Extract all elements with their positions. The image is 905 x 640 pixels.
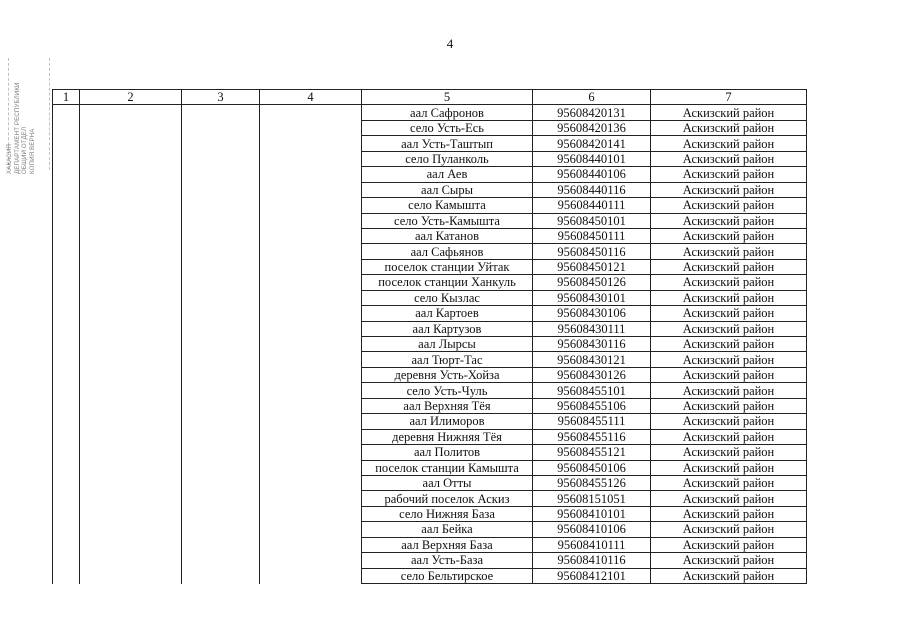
- empty-cell: [260, 491, 362, 506]
- empty-cell: [260, 506, 362, 521]
- district-cell: Аскизский район: [651, 460, 807, 475]
- empty-cell: [80, 228, 182, 243]
- empty-cell: [182, 522, 260, 537]
- empty-cell: [260, 182, 362, 197]
- empty-cell: [53, 445, 80, 460]
- empty-cell: [53, 151, 80, 166]
- district-cell: Аскизский район: [651, 414, 807, 429]
- settlement-name-cell: поселок станции Уйтак: [362, 259, 533, 274]
- settlement-name-cell: село Усть-Чуль: [362, 383, 533, 398]
- table-row: [53, 198, 807, 213]
- settlement-name-cell: аал Картоев: [362, 306, 533, 321]
- district-cell: Аскизский район: [651, 383, 807, 398]
- table-row: [53, 491, 807, 506]
- code-cell: 95608410116: [533, 553, 651, 568]
- table-row: [53, 167, 807, 182]
- table-row: [53, 522, 807, 537]
- settlement-name-cell: аал Отты: [362, 475, 533, 490]
- code-cell: 95608455126: [533, 475, 651, 490]
- empty-cell: [53, 228, 80, 243]
- district-cell: Аскизский район: [651, 151, 807, 166]
- empty-cell: [182, 228, 260, 243]
- settlement-name-cell: село Нижняя База: [362, 506, 533, 521]
- table-row: [53, 321, 807, 336]
- empty-cell: [182, 398, 260, 413]
- code-cell: 95608430106: [533, 306, 651, 321]
- empty-cell: [80, 429, 182, 444]
- settlement-name-cell: аал Усть-База: [362, 553, 533, 568]
- empty-cell: [260, 475, 362, 490]
- table-row: [53, 105, 807, 120]
- empty-cell: [260, 337, 362, 352]
- code-cell: 95608450121: [533, 259, 651, 274]
- empty-cell: [53, 120, 80, 135]
- empty-cell: [80, 306, 182, 321]
- stamp-line: КОПИЯ ВЕРНА: [28, 128, 36, 174]
- settlement-name-cell: село Камышта: [362, 198, 533, 213]
- settlement-name-cell: село Усть-Камышта: [362, 213, 533, 228]
- empty-cell: [53, 259, 80, 274]
- code-cell: 95608430111: [533, 321, 651, 336]
- table-row: [53, 414, 807, 429]
- district-cell: Аскизский район: [651, 352, 807, 367]
- empty-cell: [182, 321, 260, 336]
- district-cell: Аскизский район: [651, 275, 807, 290]
- empty-cell: [260, 167, 362, 182]
- table-row: [53, 383, 807, 398]
- empty-cell: [80, 136, 182, 151]
- empty-cell: [53, 290, 80, 305]
- empty-cell: [182, 337, 260, 352]
- empty-cell: [80, 213, 182, 228]
- empty-cell: [260, 105, 362, 120]
- empty-cell: [53, 182, 80, 197]
- settlement-name-cell: аал Аев: [362, 167, 533, 182]
- empty-cell: [80, 414, 182, 429]
- empty-cell: [182, 213, 260, 228]
- district-cell: Аскизский район: [651, 105, 807, 120]
- settlement-name-cell: аал Верхняя Тёя: [362, 398, 533, 413]
- empty-cell: [182, 105, 260, 120]
- settlement-name-cell: село Бельтирское: [362, 568, 533, 583]
- table-row: [53, 475, 807, 490]
- table-row: [53, 290, 807, 305]
- table-row: [53, 228, 807, 243]
- empty-cell: [260, 383, 362, 398]
- empty-cell: [182, 475, 260, 490]
- settlement-name-cell: деревня Нижняя Тёя: [362, 429, 533, 444]
- code-cell: 95608430116: [533, 337, 651, 352]
- empty-cell: [182, 167, 260, 182]
- district-cell: Аскизский район: [651, 429, 807, 444]
- table-body: [53, 105, 807, 584]
- code-cell: 95608455106: [533, 398, 651, 413]
- column-header-2: 2: [80, 90, 182, 105]
- settlement-name-cell: поселок станции Ханкуль: [362, 275, 533, 290]
- empty-cell: [53, 306, 80, 321]
- district-cell: Аскизский район: [651, 537, 807, 552]
- district-cell: Аскизский район: [651, 475, 807, 490]
- settlement-name-cell: аал Бейка: [362, 522, 533, 537]
- empty-cell: [80, 522, 182, 537]
- empty-cell: [260, 198, 362, 213]
- empty-cell: [80, 383, 182, 398]
- column-header-4: 4: [260, 90, 362, 105]
- empty-cell: [260, 445, 362, 460]
- empty-cell: [260, 136, 362, 151]
- empty-cell: [80, 568, 182, 583]
- table-row: [53, 151, 807, 166]
- empty-cell: [80, 120, 182, 135]
- empty-cell: [53, 136, 80, 151]
- empty-cell: [53, 506, 80, 521]
- empty-cell: [80, 337, 182, 352]
- empty-cell: [182, 275, 260, 290]
- district-cell: Аскизский район: [651, 553, 807, 568]
- empty-cell: [182, 120, 260, 135]
- table-row: [53, 259, 807, 274]
- empty-cell: [182, 491, 260, 506]
- empty-cell: [53, 537, 80, 552]
- empty-cell: [53, 367, 80, 382]
- code-cell: 95608430121: [533, 352, 651, 367]
- district-cell: Аскизский район: [651, 506, 807, 521]
- district-cell: Аскизский район: [651, 244, 807, 259]
- empty-cell: [53, 460, 80, 475]
- empty-cell: [53, 337, 80, 352]
- empty-cell: [80, 182, 182, 197]
- code-cell: 95608455101: [533, 383, 651, 398]
- district-cell: Аскизский район: [651, 198, 807, 213]
- empty-cell: [182, 414, 260, 429]
- empty-cell: [182, 198, 260, 213]
- empty-cell: [80, 259, 182, 274]
- settlement-name-cell: аал Верхняя База: [362, 537, 533, 552]
- empty-cell: [80, 275, 182, 290]
- empty-cell: [80, 475, 182, 490]
- district-cell: Аскизский район: [651, 228, 807, 243]
- code-cell: 95608440116: [533, 182, 651, 197]
- empty-cell: [182, 429, 260, 444]
- empty-cell: [260, 259, 362, 274]
- district-cell: Аскизский район: [651, 367, 807, 382]
- empty-cell: [260, 460, 362, 475]
- empty-cell: [260, 568, 362, 583]
- empty-cell: [53, 429, 80, 444]
- empty-cell: [53, 275, 80, 290]
- settlement-name-cell: аал Политов: [362, 445, 533, 460]
- table-row: [53, 367, 807, 382]
- settlement-name-cell: аал Сыры: [362, 182, 533, 197]
- empty-cell: [182, 537, 260, 552]
- empty-cell: [182, 506, 260, 521]
- table-row: [53, 445, 807, 460]
- side-stamp: [6, 56, 52, 174]
- empty-cell: [53, 198, 80, 213]
- empty-cell: [260, 120, 362, 135]
- empty-cell: [53, 491, 80, 506]
- table-row: [53, 244, 807, 259]
- empty-cell: [80, 460, 182, 475]
- district-cell: Аскизский район: [651, 213, 807, 228]
- settlement-name-cell: аал Катанов: [362, 228, 533, 243]
- empty-cell: [182, 244, 260, 259]
- code-cell: 95608440106: [533, 167, 651, 182]
- code-cell: 95608440111: [533, 198, 651, 213]
- empty-cell: [80, 321, 182, 336]
- district-cell: Аскизский район: [651, 491, 807, 506]
- district-cell: Аскизский район: [651, 321, 807, 336]
- table-row: [53, 306, 807, 321]
- settlement-name-cell: рабочий поселок Аскиз: [362, 491, 533, 506]
- settlement-name-cell: село Усть-Есь: [362, 120, 533, 135]
- empty-cell: [80, 537, 182, 552]
- district-cell: Аскизский район: [651, 167, 807, 182]
- code-cell: 95608440101: [533, 151, 651, 166]
- district-cell: Аскизский район: [651, 136, 807, 151]
- table-row: [53, 460, 807, 475]
- empty-cell: [182, 383, 260, 398]
- table-row: [53, 352, 807, 367]
- empty-cell: [260, 398, 362, 413]
- table-row: [53, 120, 807, 135]
- code-cell: 95608420141: [533, 136, 651, 151]
- empty-cell: [182, 259, 260, 274]
- empty-cell: [260, 553, 362, 568]
- district-cell: Аскизский район: [651, 337, 807, 352]
- table-row: [53, 506, 807, 521]
- page-number: 4: [446, 36, 454, 51]
- district-cell: Аскизский район: [651, 445, 807, 460]
- empty-cell: [80, 198, 182, 213]
- code-cell: 95608455116: [533, 429, 651, 444]
- stamp-text: [6, 56, 52, 174]
- code-cell: 95608450126: [533, 275, 651, 290]
- table-row: [53, 337, 807, 352]
- empty-cell: [182, 460, 260, 475]
- code-cell: 95608410111: [533, 537, 651, 552]
- settlement-name-cell: аал Лырсы: [362, 337, 533, 352]
- code-cell: 95608450111: [533, 228, 651, 243]
- code-cell: 95608450116: [533, 244, 651, 259]
- code-cell: 95608455111: [533, 414, 651, 429]
- empty-cell: [80, 553, 182, 568]
- empty-cell: [80, 506, 182, 521]
- empty-cell: [260, 306, 362, 321]
- settlement-name-cell: село Пуланколь: [362, 151, 533, 166]
- empty-cell: [260, 228, 362, 243]
- empty-cell: [260, 213, 362, 228]
- column-header-7: 7: [651, 90, 807, 105]
- empty-cell: [53, 321, 80, 336]
- stamp-line: ХАКАСИЯ: [6, 144, 13, 174]
- code-cell: 95608420136: [533, 120, 651, 135]
- column-header-3: 3: [182, 90, 260, 105]
- empty-cell: [182, 445, 260, 460]
- empty-cell: [182, 553, 260, 568]
- empty-cell: [182, 306, 260, 321]
- empty-cell: [182, 136, 260, 151]
- district-cell: Аскизский район: [651, 182, 807, 197]
- empty-cell: [80, 290, 182, 305]
- empty-cell: [260, 367, 362, 382]
- empty-cell: [260, 244, 362, 259]
- empty-cell: [182, 290, 260, 305]
- header-row: [53, 90, 807, 105]
- table-row: [53, 429, 807, 444]
- table-row: [53, 275, 807, 290]
- settlement-name-cell: аал Усть-Таштып: [362, 136, 533, 151]
- settlement-name-cell: деревня Усть-Хойза: [362, 367, 533, 382]
- empty-cell: [260, 537, 362, 552]
- code-cell: 95608412101: [533, 568, 651, 583]
- empty-cell: [53, 568, 80, 583]
- empty-cell: [182, 568, 260, 583]
- empty-cell: [260, 151, 362, 166]
- empty-cell: [80, 352, 182, 367]
- empty-cell: [80, 367, 182, 382]
- district-cell: Аскизский район: [651, 259, 807, 274]
- column-header-5: 5: [362, 90, 533, 105]
- column-header-1: 1: [53, 90, 80, 105]
- empty-cell: [260, 352, 362, 367]
- district-cell: Аскизский район: [651, 306, 807, 321]
- district-cell: Аскизский район: [651, 568, 807, 583]
- empty-cell: [53, 213, 80, 228]
- district-cell: Аскизский район: [651, 120, 807, 135]
- settlement-name-cell: аал Картузов: [362, 321, 533, 336]
- stamp-line: ОБЩИЙ ОТДЕЛ: [21, 126, 29, 174]
- empty-cell: [260, 290, 362, 305]
- empty-cell: [53, 522, 80, 537]
- code-cell: 95608430101: [533, 290, 651, 305]
- empty-cell: [80, 244, 182, 259]
- code-cell: 95608450106: [533, 460, 651, 475]
- stamp-line: ДЕПАРТАМЕНТ РЕСПУБЛИКИ: [13, 82, 21, 174]
- district-cell: Аскизский район: [651, 522, 807, 537]
- code-cell: 95608151051: [533, 491, 651, 506]
- empty-cell: [53, 553, 80, 568]
- column-header-6: 6: [533, 90, 651, 105]
- table-row: [53, 537, 807, 552]
- code-cell: 95608410106: [533, 522, 651, 537]
- empty-cell: [260, 429, 362, 444]
- empty-cell: [182, 151, 260, 166]
- empty-cell: [53, 414, 80, 429]
- empty-cell: [80, 398, 182, 413]
- settlement-name-cell: село Кызлас: [362, 290, 533, 305]
- district-cell: Аскизский район: [651, 290, 807, 305]
- empty-cell: [80, 151, 182, 166]
- code-cell: 95608430126: [533, 367, 651, 382]
- settlements-table: [52, 89, 807, 584]
- empty-cell: [53, 352, 80, 367]
- empty-cell: [182, 352, 260, 367]
- settlement-name-cell: поселок станции Камышта: [362, 460, 533, 475]
- empty-cell: [260, 321, 362, 336]
- settlement-name-cell: аал Сафронов: [362, 105, 533, 120]
- code-cell: 95608420131: [533, 105, 651, 120]
- settlement-name-cell: аал Сафьянов: [362, 244, 533, 259]
- district-cell: Аскизский район: [651, 398, 807, 413]
- table-row: [53, 136, 807, 151]
- code-cell: 95608455121: [533, 445, 651, 460]
- empty-cell: [260, 414, 362, 429]
- table-row: [53, 553, 807, 568]
- empty-cell: [53, 167, 80, 182]
- empty-cell: [53, 244, 80, 259]
- empty-cell: [53, 105, 80, 120]
- table-row: [53, 182, 807, 197]
- code-cell: 95608410101: [533, 506, 651, 521]
- empty-cell: [80, 105, 182, 120]
- settlement-name-cell: аал Тюрт-Тас: [362, 352, 533, 367]
- empty-cell: [182, 182, 260, 197]
- settlement-name-cell: аал Илиморов: [362, 414, 533, 429]
- table-row: [53, 398, 807, 413]
- empty-cell: [53, 475, 80, 490]
- empty-cell: [182, 367, 260, 382]
- code-cell: 95608450101: [533, 213, 651, 228]
- empty-cell: [53, 398, 80, 413]
- empty-cell: [80, 445, 182, 460]
- table-row: [53, 213, 807, 228]
- empty-cell: [80, 167, 182, 182]
- empty-cell: [260, 522, 362, 537]
- empty-cell: [53, 383, 80, 398]
- table-row: [53, 568, 807, 583]
- empty-cell: [80, 491, 182, 506]
- empty-cell: [260, 275, 362, 290]
